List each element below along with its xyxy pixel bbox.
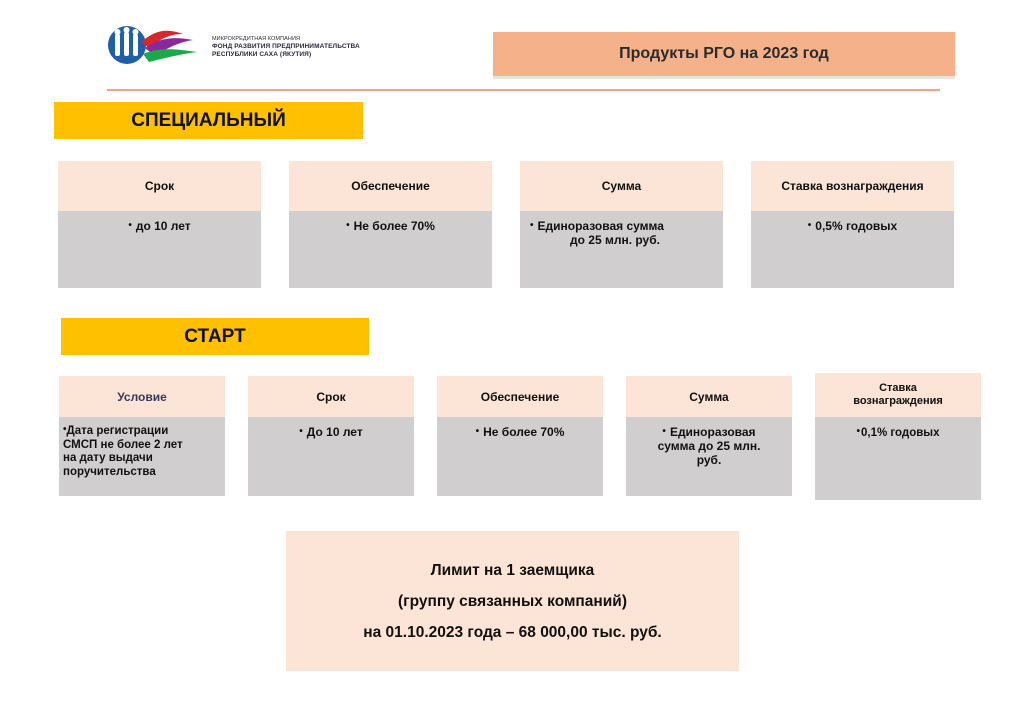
limit-line2: (группу связанных компаний) (398, 592, 627, 610)
start-condition-line1: Дата регистрации (66, 425, 169, 437)
start-card-head-rate (815, 373, 981, 417)
start-rate-value: 0,1% годовых (860, 427, 940, 439)
special-collateral-value: Не более 70% (353, 219, 435, 233)
special-card-body-amount: • Единоразовая сумма до 25 млн. руб. (520, 211, 723, 288)
start-card-body-condition: •Дата регистрации СМСП не более 2 лет на дату выдачи поручительства (59, 417, 225, 496)
special-card-body-term: • до 10 лет (58, 211, 261, 288)
start-card-head-term: Срок (248, 376, 414, 417)
org-line-3: РЕСПУБЛИКИ САХА (ЯКУТИЯ) (212, 51, 312, 58)
start-condition-line4: поручительства (63, 465, 156, 478)
start-card-head-condition: Условие (59, 376, 225, 417)
start-card-body-term: • До 10 лет (248, 417, 414, 496)
org-line-1: МИКРОКРЕДИТНАЯ КОМПАНИЯ (212, 36, 301, 42)
special-card-head-term: Срок (58, 161, 261, 211)
special-card-body-collateral: • Не более 70% (289, 211, 492, 288)
start-amount-line3: руб. (696, 453, 722, 467)
start-card-body-collateral: • Не более 70% (437, 417, 603, 496)
company-logo (105, 22, 200, 68)
start-rate-head-line2: вознаграждения (853, 395, 943, 407)
special-card-head-rate: Ставка вознаграждения (751, 161, 954, 211)
special-card-head-amount: Сумма (520, 161, 723, 211)
start-card-head-amount: Сумма (626, 376, 792, 417)
start-card-head-collateral: Обеспечение (437, 376, 603, 417)
header-divider (107, 89, 940, 91)
organization-name (212, 35, 360, 59)
start-collateral-value: Не более 70% (483, 425, 565, 439)
borrower-limit-box (286, 531, 739, 671)
special-card-head-collateral: Обеспечение (289, 161, 492, 211)
start-condition-line2: СМСП не более 2 лет (63, 438, 183, 451)
org-line-2: ФОНД РАЗВИТИЯ ПРЕДПРИНИМАТЕЛЬСТВА (212, 43, 360, 50)
start-term-value: До 10 лет (306, 425, 363, 439)
special-amount-line2: до 25 млн. руб. (570, 233, 660, 247)
start-card-body-rate: •0,1% годовых (815, 417, 981, 500)
start-rate-head-line1: Ставка (879, 382, 917, 394)
section-label-start: СТАРТ (61, 318, 369, 355)
page-title: Продукты РГО на 2023 год (493, 32, 955, 79)
start-amount-line1: Единоразовая (669, 425, 756, 439)
special-term-value: до 10 лет (135, 219, 191, 233)
special-rate-value: 0,5% годовых (815, 219, 898, 233)
special-card-body-rate: • 0,5% годовых (751, 211, 954, 288)
start-condition-line3: на дату выдачи (63, 452, 153, 464)
start-amount-line2: сумма до 25 млн. (657, 439, 761, 453)
section-label-special: СПЕЦИАЛЬНЫЙ (54, 102, 363, 139)
limit-line3: на 01.10.2023 года – 68 000,00 тыс. руб. (363, 623, 662, 641)
start-card-body-amount: • Единоразовая сумма до 25 млн. руб. (626, 417, 792, 496)
special-amount-line1: Единоразовая сумма (537, 219, 664, 233)
limit-line1: Лимит на 1 заемщика (430, 561, 595, 579)
